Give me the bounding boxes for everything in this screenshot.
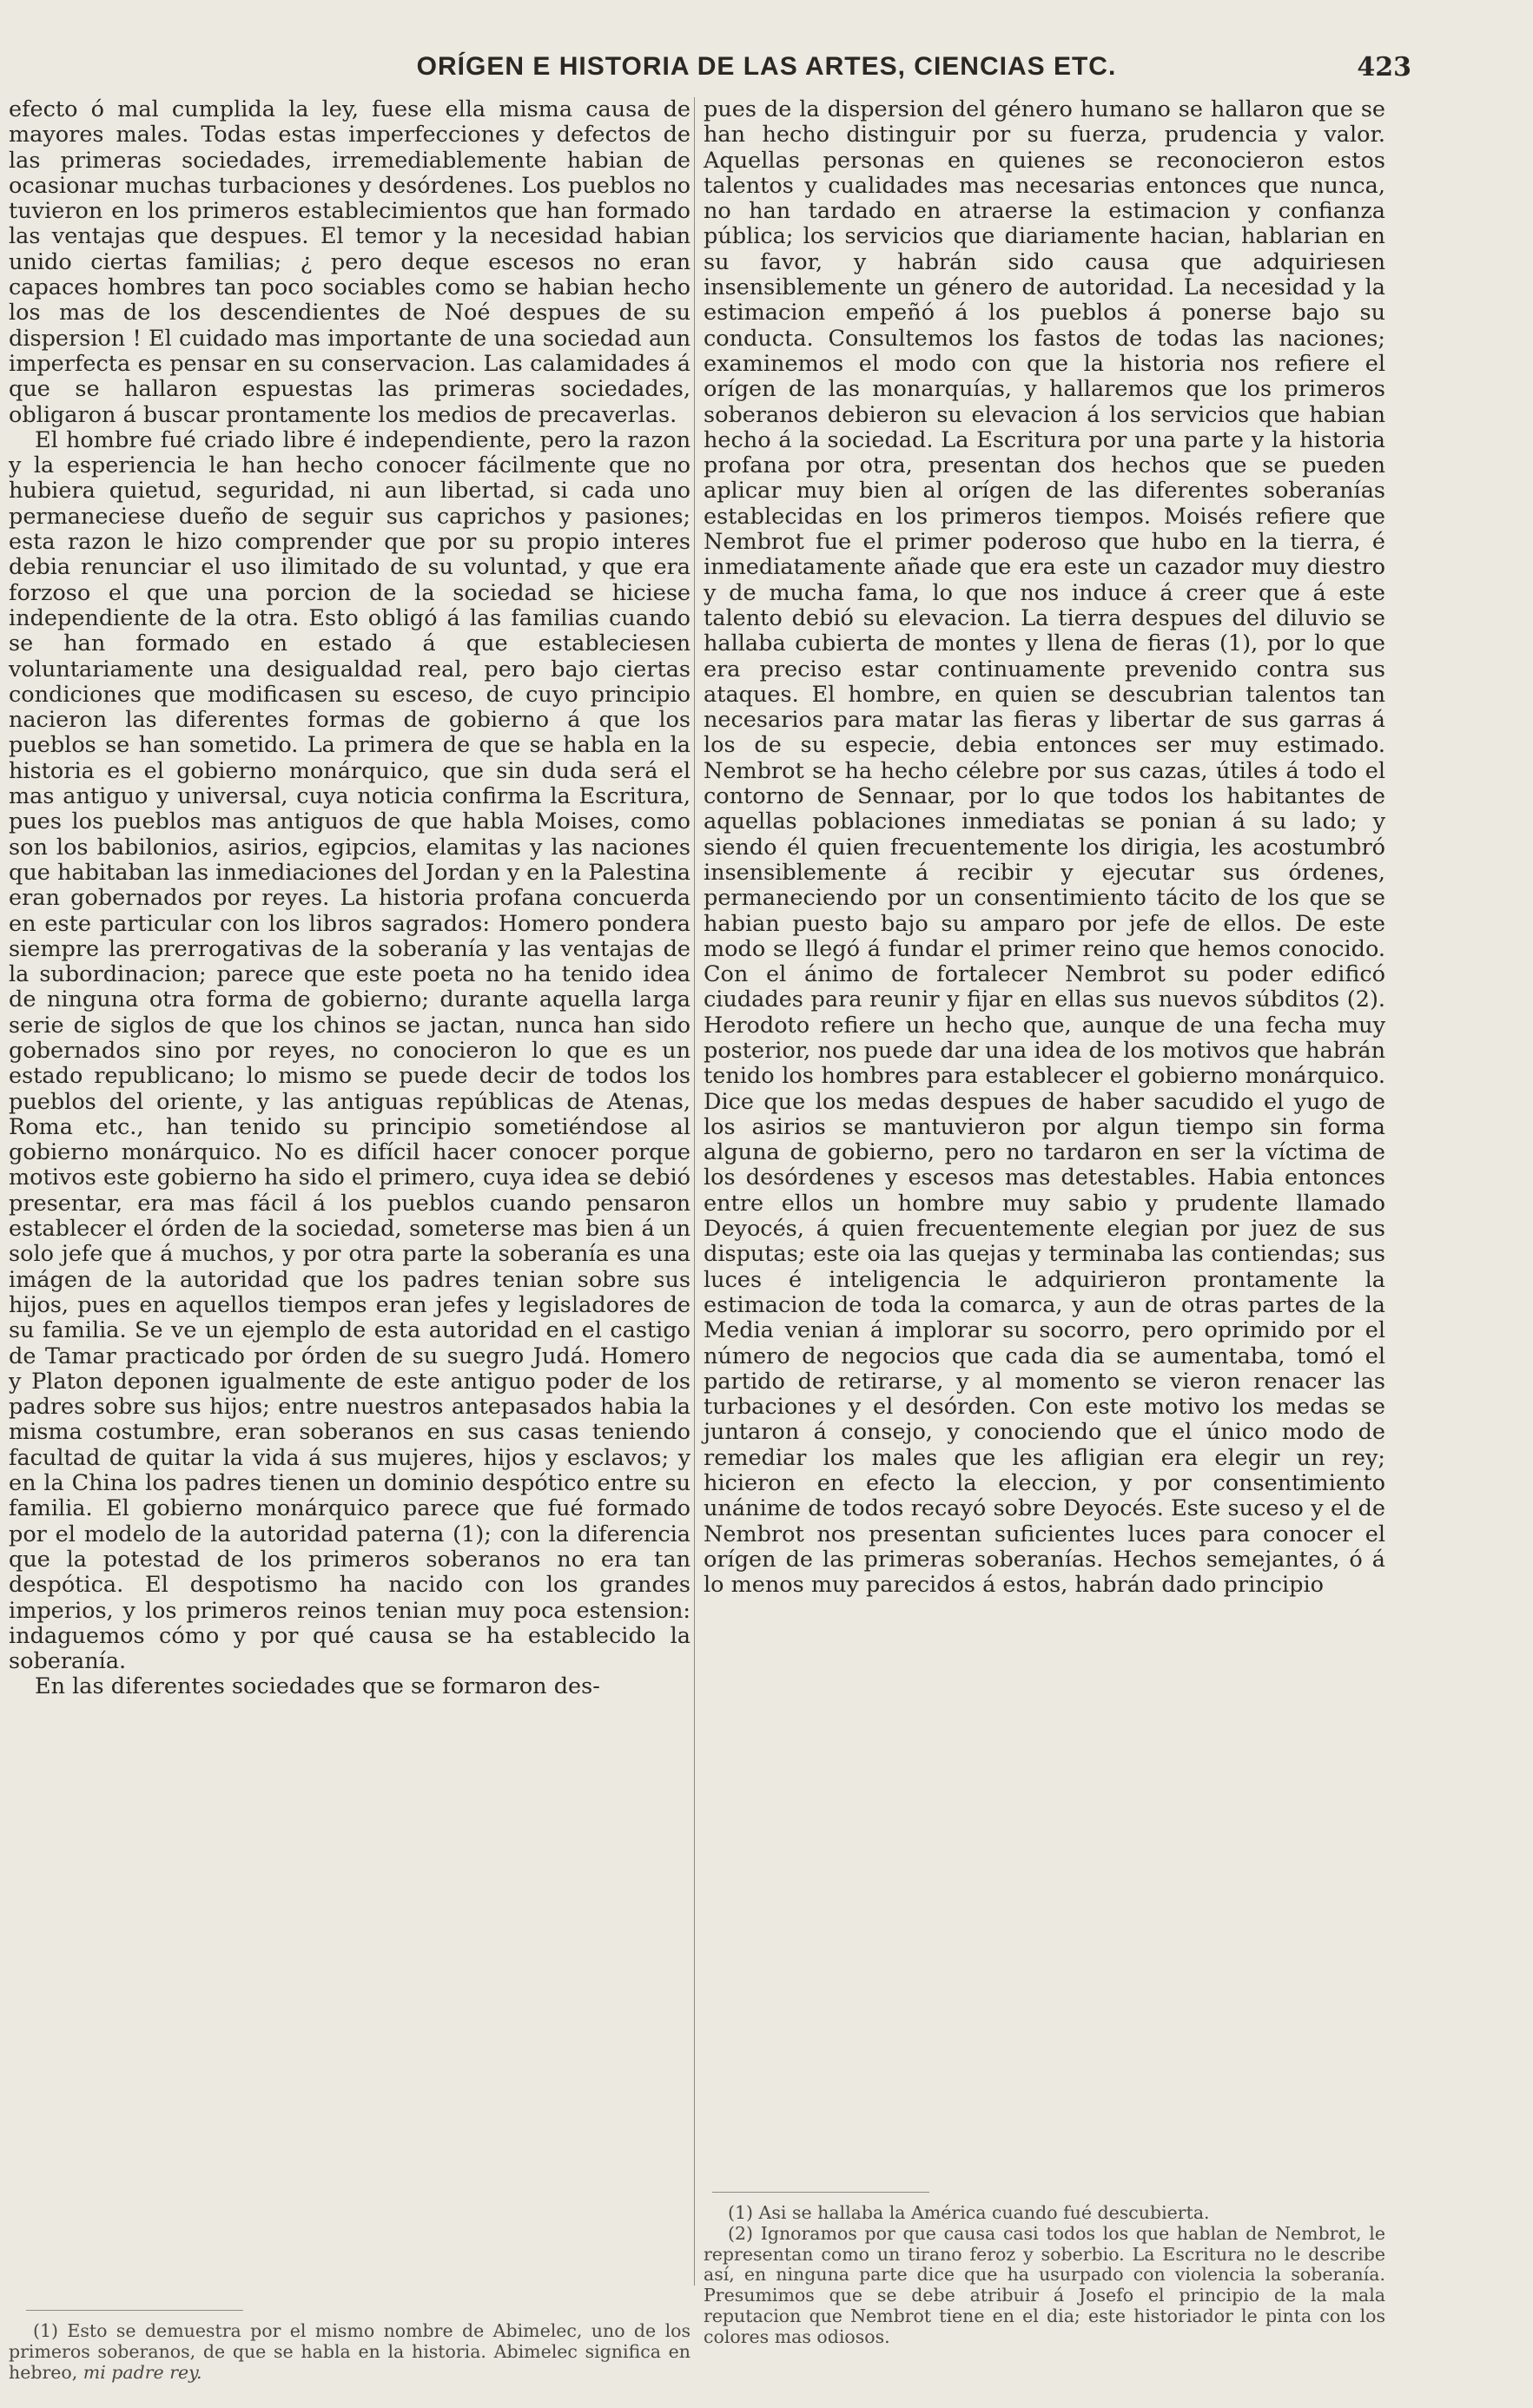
footnote: (1) Asi se hallaba la América cuando fué descubierta.: [728, 2202, 1210, 2223]
right-column-body: [704, 97, 1385, 1599]
left-column-body: [9, 97, 691, 1700]
footnote: (2) Ignoramos por que causa casi todos los que hablan de Nembrot, le representan como un tirano feroz y soberbio. La Escritura no le describe así, en ninguna parte dice que ha usurpado con violencia la soberanía. Presumimos que se debe atribuir á Josefo el principio de la mala reputacion que Nembrot tiene en el dia; este historiador le pinta con los colores mas odiosos.: [704, 2222, 1385, 2347]
page-number: 423: [1357, 52, 1411, 82]
right-footnotes: [704, 2192, 1385, 2348]
column-divider: [694, 97, 695, 2286]
left-footnotes: [9, 2310, 691, 2383]
left-column: [9, 96, 691, 2383]
footnote-italic: mi padre rey.: [83, 2361, 202, 2383]
footnote-divider: [712, 2192, 929, 2193]
paragraph: pues de la dispersion del género humano se hallaron que se han hecho distinguir por su fuerza, prudencia y valor. Aquellas personas en quienes se reconocieron estos talentos y cualidades mas necesarias entonces que nunca, no han tardado en atraerse la estimacion y confianza pública; los servicios que diariamente hacian, hablarian en su favor, y habrán sido causa que adquiriesen insensiblemente un género de autoridad. La necesidad y la estimacion empeñó á los pueblos á ponerse bajo su conducta. Consultemos los fastos de todas las naciones; examinemos el modo con que la historia nos refiere el orígen de las monarquías, y hallaremos que los primeros soberanos debieron su elevacion á los servicios que habian hecho á la sociedad. La Escritura por una parte y la historia profana por otra, presentan dos hechos que se pueden aplicar muy bien al orígen de las diferentes soberanías establecidas en los primeros tiempos. Moisés refiere que Nembrot fue el primer poderoso que hubo en la tierra, é inmediatamente añade que era este un cazador muy diestro y de mucha fama, lo que nos induce á creer que á este talento debió su elevacion. La tierra despues del diluvio se hallaba cubierta de montes y llena de fieras (1), por lo que era preciso estar continuamente prevenido contra sus ataques. El hombre, en quien se descubrian talentos tan necesarios para matar las fieras y libertar de sus garras á los de su especie, debia entonces ser muy estimado. Nembrot se ha hecho célebre por sus cazas, útiles á todo el contorno de Sennaar, por lo que todos los habitantes de aquellas poblaciones inmediatas se ponian á su lado; y siendo él quien frecuentemente los dirigia, les acostumbró insensiblemente á recibir y ejecutar sus órdenes, permaneciendo por un consentimiento tácito de los que se habian puesto bajo su amparo por jefe de ellos. De este modo se llegó á fundar el primer reino que hemos conocido. Con el ánimo de fortalecer Nembrot su poder edificó ciudades para reunir y fijar en ellas sus nuevos súbditos (2). Herodoto refiere un hecho que, aunque de una fecha muy posterior, nos puede dar una idea de los motivos que habrán tenido los hombres para establecer el gobierno monárquico. Dice que los medas despues de haber sacudido el yugo de los asirios se mantuvieron por algun tiempo sin forma alguna de gobierno, pero no tardaron en ser la víctima de los desórdenes y escesos mas detestables. Habia entonces entre ellos un hombre muy sabio y prudente llamado Deyocés, á quien frecuentemente elegian por juez de sus disputas; este oia las quejas y terminaba las contiendas; sus luces é inteligencia le adquirieron prontamente la estimacion de toda la comarca, y aun de otras partes de la Media venian á implorar su socorro, pero oprimido por el número de negocios que cada dia se aumentaba, tomó el partido de retirarse, y al momento se vieron renacer las turbaciones y el desórden. Con este motivo los medas se juntaron á consejo, y conociendo que el único modo de remediar los males que les afligian era elegir un rey; hicieron en efecto la eleccion, y por consentimiento unánime de todos recayó sobre Deyocés. Este suceso y el de Nembrot nos presentan suficientes luces para conocer el orígen de las primeras soberanías. Hechos semejantes, ó á lo menos muy parecidos á estos, habrán dado principio: [704, 96, 1385, 1599]
right-column: [704, 96, 1385, 2347]
paragraph: efecto ó mal cumplida la ley, fuese ella misma causa de mayores males. Todas estas imperfecciones y defectos de las primeras sociedades, irremediablemente habian de ocasionar muchas turbaciones y desórdenes. Los pueblos no tuvieron en los primeros establecimientos que han formado las ventajas que despues. El temor y la necesidad habian unido ciertas familias; ¿ pero deque escesos no eran capaces hombres tan poco sociables como se habian hecho los mas de los descendientes de Noé despues de su dispersion ! El cuidado mas importante de una sociedad aun imperfecta es pensar en su conservacion. Las calamidades á que se hallaron espuestas las primeras sociedades, obligaron á buscar prontamente los medios de precaverlas.: [9, 96, 691, 428]
footnote-divider: [26, 2310, 243, 2311]
running-title: ORÍGEN E HISTORIA DE LAS ARTES, CIENCIAS ETC.: [416, 52, 1117, 81]
paragraph: El hombre fué criado libre é independiente, pero la razon y la esperiencia le han hecho conocer fácilmente que no hubiera quietud, seguridad, ni aun libertad, si cada uno permaneciese dueño de seguir sus caprichos y pasiones; esta razon le hizo comprender que por su propio interes debia renunciar el uso ilimitado de su voluntad, y que era forzoso el que una porcion de la sociedad se hiciese independiente de la otra. Esto obligó á las familias cuando se han formado en estado á que estableciesen voluntariamente una desigualdad real, pero bajo ciertas condiciones que modificasen su esceso, de cuyo principio nacieron las diferentes formas de gobierno á que los pueblos se han sometido. La primera de que se habla en la historia es el gobierno monárquico, que sin duda será el mas antiguo y universal, cuya noticia confirma la Escritura, pues los pueblos mas antiguos de que habla Moises, como son los babilonios, asirios, egipcios, elamitas y las naciones que habitaban las inmediaciones del Jordan y en la Palestina eran gobernados por reyes. La historia profana concuerda en este particular con los libros sagrados: Homero pondera siempre las prerrogativas de la soberanía y las ventajas de la subordinacion; parece que este poeta no ha tenido idea de ninguna otra forma de gobierno; durante aquella larga serie de siglos de que los chinos se jactan, nunca han sido gobernados sino por reyes, no conocieron lo que es un estado republicano; lo mismo se puede decir de todos los pueblos del oriente, y las antiguas repúblicas de Atenas, Roma etc., han tenido su principio sometiéndose al gobierno monárquico. No es difícil hacer conocer porque motivos este gobierno ha sido el primero, cuya idea se debió presentar, era mas fácil á los pueblos cuando pensaron establecer el órden de la sociedad, someterse mas bien á un solo jefe que á muchos, y por otra parte la soberanía es una imágen de la autoridad que los padres tenian sobre sus hijos, pues en aquellos tiempos eran jefes y legisladores de su familia. Se ve un ejemplo de esta autoridad en el castigo de Tamar practicado por órden de su suegro Judá. Homero y Platon deponen igualmente de este antiguo poder de los padres sobre sus hijos; entre nuestros antepasados habia la misma costumbre, eran soberanos en sus casas teniendo facultad de quitar la vida á sus mujeres, hijos y esclavos; y en la China los padres tienen un dominio despótico entre su familia. El gobierno monárquico parece que fué formado por el modelo de la autoridad paterna (1); con la diferencia que la potestad de los primeros soberanos no era tan despótica. El despotismo ha nacido con los grandes imperios, y los primeros reinos tenian muy poca estension: indaguemos cómo y por qué causa se ha establecido la soberanía.: [9, 426, 691, 1675]
footnote: [9, 2321, 691, 2383]
footnote-text: (1) Esto se demuestra por el mismo nombre de Abimelec, uno de los primeros soberanos, de que se habla en la historia. Abimelec significa en hebreo,: [9, 2320, 691, 2383]
paragraph: En las diferentes sociedades que se formaron des-: [35, 1673, 600, 1700]
